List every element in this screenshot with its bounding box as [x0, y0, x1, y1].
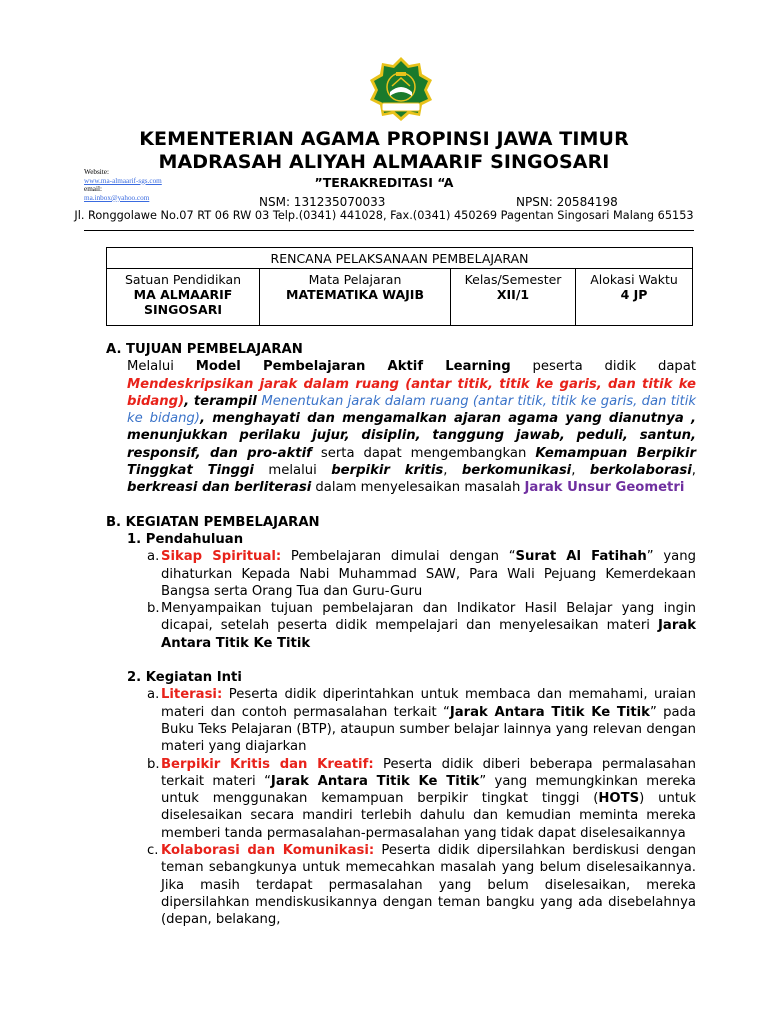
rpp-value: XII/1 — [496, 287, 530, 302]
text-run: dalam menyelesaikan masalah — [311, 480, 525, 496]
text-run: serta dapat mengembangkan — [311, 445, 536, 461]
list-item-label: a. — [147, 687, 160, 703]
lesson-plan-body — [106, 341, 696, 929]
text-run: Mendeskripsikan jarak dalam ruang (antar titik, titik ke garis, dan titik ke bidang) — [127, 376, 696, 409]
text-run: ) untuk diselesaikan secara mandiri terlebih dahulu dan kemudian meminta mereka memberi tanda permasalahan-permasalahan yang tidak dapat diselesaikannya — [161, 791, 696, 841]
text-run: Literasi: — [161, 687, 223, 703]
kemenag-logo-icon — [366, 56, 436, 122]
list-item — [147, 600, 696, 652]
text-run: terampil — [193, 393, 262, 409]
nsm-number: NSM: 131235070033 — [259, 195, 386, 209]
rpp-value: 4 JP — [620, 287, 648, 302]
list-item-label: b. — [147, 756, 160, 772]
rpp-table-title: RENCANA PELAKSANAAN PEMBELAJARAN — [107, 248, 693, 269]
rpp-label: Alokasi Waktu — [590, 272, 678, 287]
section-a-paragraph — [127, 358, 696, 496]
text-run: Jarak Antara Titik Ke Titik — [161, 618, 696, 651]
text-run: Melalui — [127, 359, 196, 375]
text-run: , menghayati dan mengamalkan ajaran agama yang dianutnya , menunjukkan perilaku jujur, disiplin, tanggung jawab, peduli, santun, responsif, dan pro-aktif — [127, 411, 696, 461]
email-label: email: — [84, 185, 102, 194]
text-run: , — [691, 463, 696, 479]
text-run: Peserta didik dipersilahkan berdiskusi dengan teman sebangkunya untuk memecahkan masalah yang belum diselesaikannya. Jika masih terdapat permasalahan yang belum diselesaikan, mereka dipersilahkan mendiskusikannya dengan teman bangku yang ada disebelahnya (depan, belakang, — [161, 843, 697, 928]
school-address: Jl. Ronggolawe No.07 RT 06 RW 03 Telp.(0341) 441028, Fax.(0341) 450269 Pagentan Singosari Malang 65153 — [74, 209, 694, 222]
list-item-text — [161, 756, 696, 842]
text-run: berkolaborasi — [589, 463, 692, 479]
rpp-label: Mata Pelajaran — [308, 272, 402, 287]
text-run: Jarak Antara Titik Ke Titik — [270, 773, 480, 789]
text-run: Model Pembelajaran Aktif Learning — [195, 359, 511, 375]
list-item-text — [161, 842, 696, 928]
text-run: Menyampaikan tujuan pembelajaran dan Indikator Hasil Belajar yang ingin dicapai, setelah peserta didik mempelajari dan menyelesaikan materi — [161, 601, 696, 634]
text-run: Menentukan jarak dalam ruang (antar titik, titik ke garis, dan titik ke bidang) — [127, 393, 696, 427]
rpp-value: MATEMATIKA WAJIB — [286, 287, 424, 302]
rpp-label: Kelas/Semester — [464, 272, 562, 287]
text-run: Kolaborasi dan Komunikasi: — [161, 843, 375, 859]
text-run: melalui — [253, 463, 332, 479]
text-run: ” pada Buku Teks Pelajaran (BTP), ataupun sumber belajar lainnya yang relevan dengan materi yang diajarkan — [161, 704, 696, 755]
list-item — [147, 548, 696, 600]
list-item-text — [161, 600, 696, 652]
text-run: berkreasi dan berliterasi — [127, 480, 312, 496]
school-title: MADRASAH ALIYAH ALMAARIF SINGOSARI — [158, 151, 610, 173]
list-item-label: c. — [147, 843, 159, 859]
text-run: Jarak Antara Titik Ke Titik — [449, 704, 650, 720]
text-run: Berpikir Kritis dan Kreatif: — [161, 756, 374, 772]
text-run: , — [571, 463, 590, 479]
list-item-label: b. — [147, 601, 160, 617]
ministry-title: KEMENTERIAN AGAMA PROPINSI JAWA TIMUR — [139, 128, 629, 150]
rpp-value: MA ALMAARIF SINGOSARI — [133, 287, 233, 317]
text-run: ” yang memungkinkan mereka untuk menggunakan kemampuan berpikir tingkat tinggi ( — [161, 773, 697, 807]
rpp-cell-kelas — [451, 269, 576, 326]
text-run: peserta didik dapat — [510, 359, 697, 375]
text-run: Peserta didik diperintahkan untuk membaca dan memahami, uraian materi dan contoh permasalahan terkait “ — [161, 687, 696, 720]
text-run: Kemampuan Berpikir Tinggkat Tinggi — [127, 445, 696, 479]
rpp-cell-mapel — [260, 269, 451, 326]
text-run: Sikap Spiritual: — [161, 549, 282, 565]
list-item-text — [161, 548, 696, 600]
rpp-cell-alokasi — [576, 269, 693, 326]
text-run: Surat Al Fatihah — [515, 549, 647, 565]
kegiatan-inti-heading: 2. Kegiatan Inti — [127, 670, 242, 686]
rpp-table — [106, 247, 693, 326]
text-run: , — [184, 393, 194, 409]
pendahuluan-heading: 1. Pendahuluan — [127, 531, 244, 547]
text-run: ” yang dihaturkan Kepada Nabi Muhammad SAW, Para Wali Pejuang Kemerdekaan Bangsa serta Orang Tua dan Guru-Guru — [161, 549, 696, 599]
list-item-text — [161, 686, 696, 755]
website-label: Website: — [84, 168, 109, 176]
text-run: berpikir kritis — [331, 463, 444, 479]
text-run: HOTS — [598, 791, 640, 807]
website-link[interactable]: www.ma-almaarif-sgs.com — [84, 176, 162, 185]
list-item — [147, 756, 696, 842]
text-run: Jarak Unsur Geometri — [524, 480, 685, 496]
header-divider — [84, 230, 694, 231]
section-b-heading: B. KEGIATAN PEMBELAJARAN — [106, 514, 320, 530]
list-item — [147, 842, 696, 928]
rpp-cell-satuan — [107, 269, 260, 326]
text-run: Pembelajaran dimulai dengan “ — [281, 549, 516, 565]
list-item-label: a. — [147, 549, 160, 565]
email-link[interactable]: ma.inbox@yahoo.com — [84, 193, 150, 202]
npsn-number: NPSN: 20584198 — [516, 195, 618, 209]
text-run: , — [443, 463, 462, 479]
text-run: berkomunikasi — [461, 463, 572, 479]
contact-info — [84, 168, 234, 202]
section-a-heading: A. TUJUAN PEMBELAJARAN — [106, 342, 303, 357]
text-run: Peserta didik diberi beberapa permalasahan terkait materi “ — [161, 756, 696, 789]
rpp-label: Satuan Pendidikan — [124, 272, 242, 287]
list-item — [147, 686, 696, 755]
accreditation-status: ”TERAKREDITASI “A — [314, 175, 454, 190]
